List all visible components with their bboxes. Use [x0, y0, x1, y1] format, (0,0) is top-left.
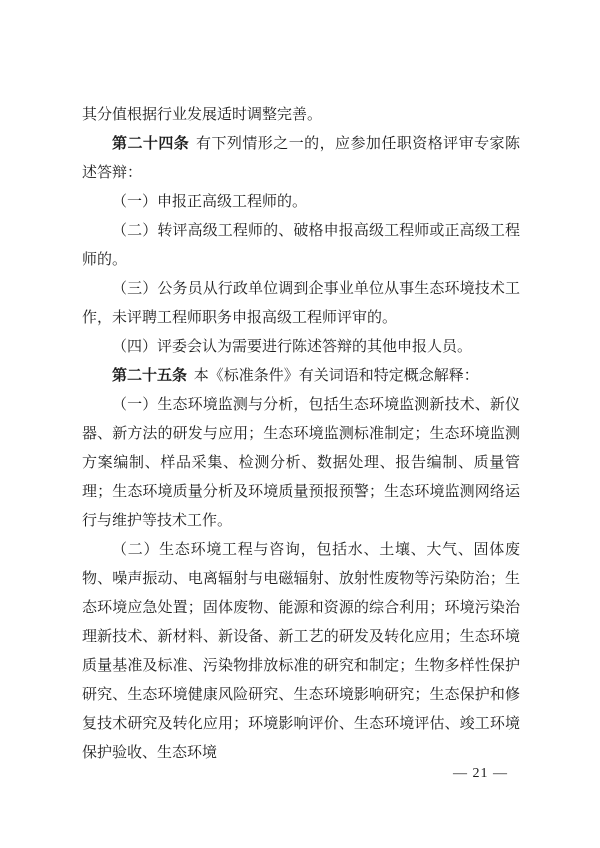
document-body: [82, 101, 520, 768]
paragraph-definition-2: [82, 536, 520, 768]
paragraph-text: （四）评委会认为需要进行陈述答辩的其他申报人员。: [112, 339, 473, 355]
paragraph-item-2: [82, 217, 520, 275]
article-number: 第二十五条: [112, 368, 188, 384]
paragraph-article-25: [82, 362, 520, 391]
paragraph-text: （三）公务员从行政单位调到企事业单位从事生态环境技术工作，未评聘工程师职务申报高级工程师评审的。: [82, 281, 520, 326]
paragraph-text: 其分值根据行业发展适时调整完善。: [82, 107, 323, 123]
page-number: [453, 766, 508, 782]
paragraph-definition-1: [82, 391, 520, 536]
paragraph-text: （二）生态环境工程与咨询，包括水、土壤、大气、固体废物、噪声振动、电离辐射与电磁辐射、放射性废物等污染防治；生态环境应急处置；固体废物、能源和资源的综合利用；环境污染治理新技术、新材料、新设备、新工艺的研发及转化应用；生态环境质量基准及标准、污染物排放标准的研究和制定；生物多样性保护研究、生态环境健康风险研究、生态环境影响研究；生态保护和修复技术研究及转化应用；环境影响评价、生态环境评估、竣工环境保护验收、生态环境: [82, 542, 520, 761]
paragraph-item-1: [82, 188, 520, 217]
paragraph-article-24: [82, 130, 520, 188]
paragraph-text: 本《标准条件》有关词语和特定概念解释：: [193, 368, 479, 384]
page-number-label: — 21 —: [453, 766, 508, 781]
paragraph-text: 有下列情形之一的，应参加任职资格评审专家陈述答辩：: [82, 136, 520, 181]
article-number: 第二十四条: [112, 136, 190, 152]
paragraph-item-3: [82, 275, 520, 333]
paragraph-text: （二）转评高级工程师的、破格申报高级工程师或正高级工程师的。: [82, 223, 520, 268]
paragraph-continuation: [82, 101, 520, 130]
paragraph-text: （一）申报正高级工程师的。: [112, 194, 308, 210]
paragraph-text: （一）生态环境监测与分析，包括生态环境监测新技术、新仪器、新方法的研发与应用；生态环境监测标准制定；生态环境监测方案编制、样品采集、检测分析、数据处理、报告编制、质量管理；生态环境质量分析及环境质量预报预警；生态环境监测网络运行与维护等技术工作。: [82, 397, 520, 529]
paragraph-item-4: [82, 333, 520, 362]
